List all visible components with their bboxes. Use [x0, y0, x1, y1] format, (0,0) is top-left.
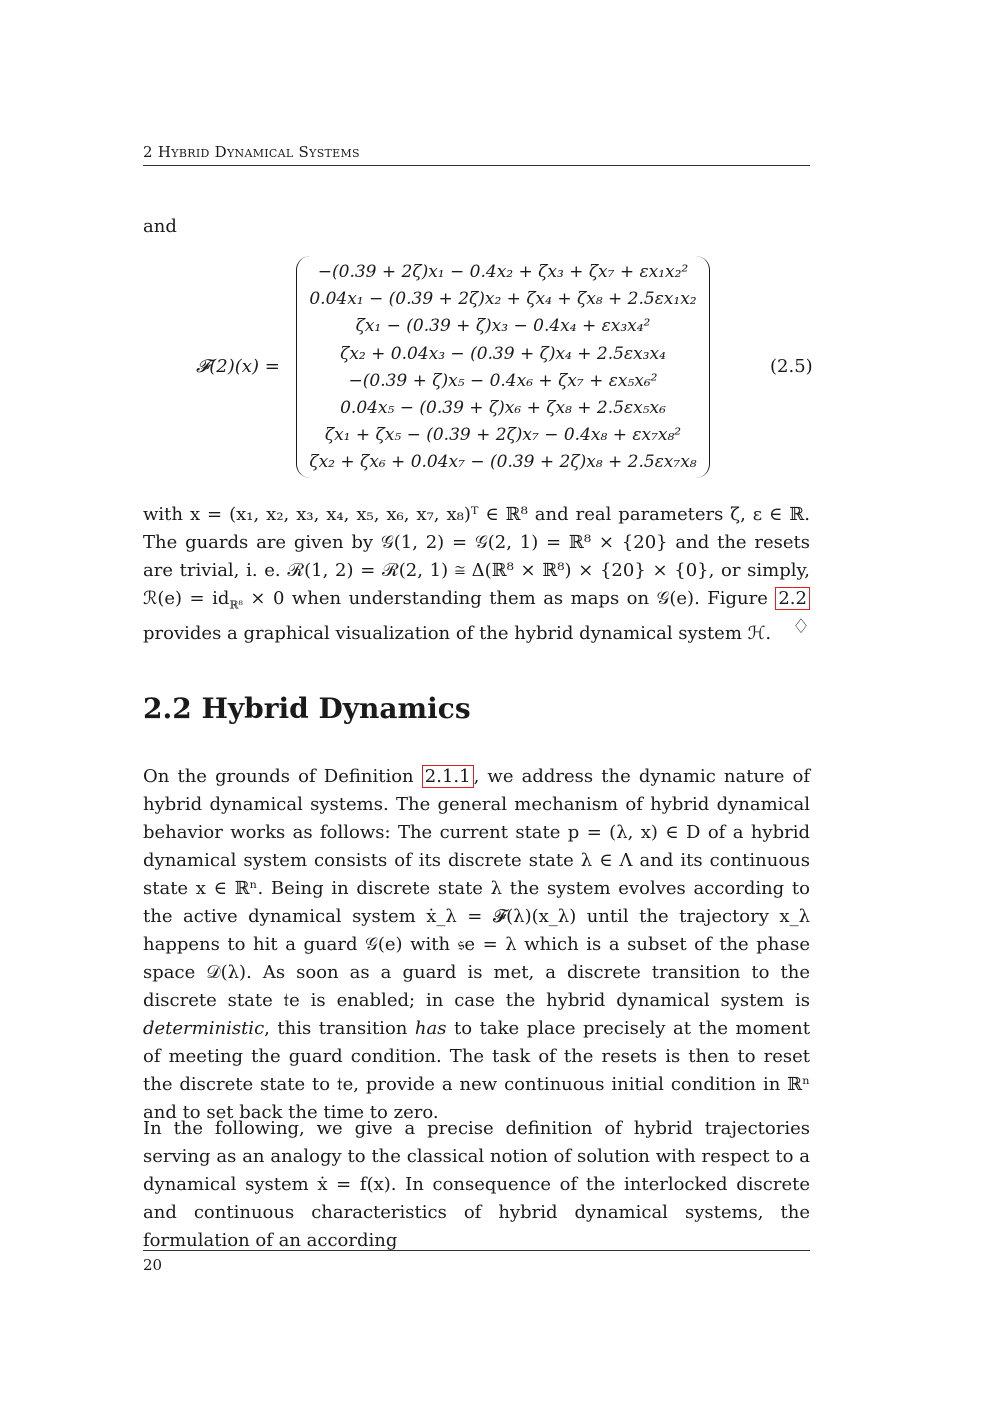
paragraph-hybrid-dynamics [143, 763, 810, 1127]
subscript: ℝ⁸ [229, 598, 243, 612]
text-span: to take place precisely at the moment of meeting the guard condition. The task of the resets is then to reset the discrete state to 𝔱e, provide a new continuous initial condition in ℝⁿ and to set back the time to zero. [143, 1018, 810, 1123]
matrix-row: 0.04x₅ − (0.39 + ζ)x₆ + ζx₈ + 2.5εx₅x₆ [340, 397, 666, 418]
matrix-row: ζx₂ + ζx₆ + 0.04x₇ − (0.39 + 2ζ)x₈ + 2.5εx₇x₈ [309, 452, 697, 473]
matrix-row: ζx₁ − (0.39 + ζ)x₃ − 0.4x₄ + εx₃x₄² [355, 316, 651, 337]
matrix-row: −(0.39 + 2ζ)x₁ − 0.4x₂ + ζx₃ + ζx₇ + εx₁x₂² [317, 262, 689, 282]
page-number: 20 [143, 1256, 163, 1274]
matrix-row: 0.04x₁ − (0.39 + 2ζ)x₂ + ζx₄ + ζx₈ + 2.5εx₁x₂ [309, 289, 697, 310]
text-span: × 0 when understanding them as maps on 𝒢(e). Figure [242, 588, 776, 609]
equation-lhs: 𝓕(2)(x) = [196, 356, 280, 377]
text-span: with x = (x₁, x₂, x₃, x₄, x₅, x₆, x₇, x₈)ᵀ ∈ ℝ⁸ and real parameters ζ, ε ∈ ℝ. The guards are given by 𝒢(1, 2) = 𝒢(2, 1) = ℝ⁸ × {20} and the resets are trivial, i. e. ℛ(1, 2) = ℛ(2, 1) ≅ Δ(ℝ⁸ × ℝ⁸) × {20} × {0}, or simply, ℛ(e) = id [143, 504, 810, 609]
running-header [143, 143, 810, 166]
and-word: and [143, 216, 177, 237]
chapter-title: 2 Hybrid Dynamical Systems [143, 143, 360, 161]
text-span: , this transition [264, 1018, 415, 1039]
paragraph-following: In the following, we give a precise definition of hybrid trajectories serving as an analogy to the classical notion of solution with respect to a dynamical system ẋ = f(x). In consequence of the interlocked discrete and continuous characteristics of hybrid dynamical systems, the formulation of an according [143, 1118, 810, 1251]
matrix-row: ζx₂ + 0.04x₃ − (0.39 + ζ)x₄ + 2.5εx₃x₄ [340, 343, 666, 364]
emphasis: deterministic [143, 1018, 265, 1039]
footer-rule [143, 1250, 810, 1251]
end-of-example-diamond: ♢ [792, 614, 810, 638]
figure-ref-link[interactable]: 2.2 [775, 587, 810, 610]
section-heading: 2.2 Hybrid Dynamics [143, 692, 471, 725]
paragraph-after-equation [143, 501, 810, 648]
matrix-rows [306, 259, 700, 477]
matrix-row: ζx₁ + ζx₅ − (0.39 + 2ζ)x₇ − 0.4x₈ + εx₇x₈² [324, 425, 682, 446]
text-span: provides a graphical visualization of the hybrid dynamical system ℋ. [143, 622, 772, 644]
equation-number: (2.5) [770, 356, 813, 377]
definition-ref-link[interactable]: 2.1.1 [422, 765, 474, 788]
text-span: On the grounds of Definition [143, 766, 422, 787]
matrix-row: −(0.39 + ζ)x₅ − 0.4x₆ + ζx₇ + εx₅x₆² [348, 370, 658, 391]
equation-matrix [296, 256, 710, 478]
text-span: , we address the dynamic nature of hybrid dynamical systems. The general mechanism of hybrid dynamical behavior works as follows: The current state p = (λ, x) ∈ D of a hybrid dynamical system consists of its discrete state λ ∈ Λ and its continuous state x ∈ ℝⁿ. Being in discrete state λ the system evolves according to the active dynamical system ẋ_λ = 𝓕(λ)(x_λ) until the trajectory x_λ happens to hit a guard 𝒢(e) with 𝔰e = λ which is a subset of the phase space 𝒟(λ). As soon as a guard is met, a discrete transition to the discrete state 𝔱e is enabled; in case the hybrid dynamical system is [143, 766, 810, 1011]
emphasis: has [414, 1018, 447, 1039]
